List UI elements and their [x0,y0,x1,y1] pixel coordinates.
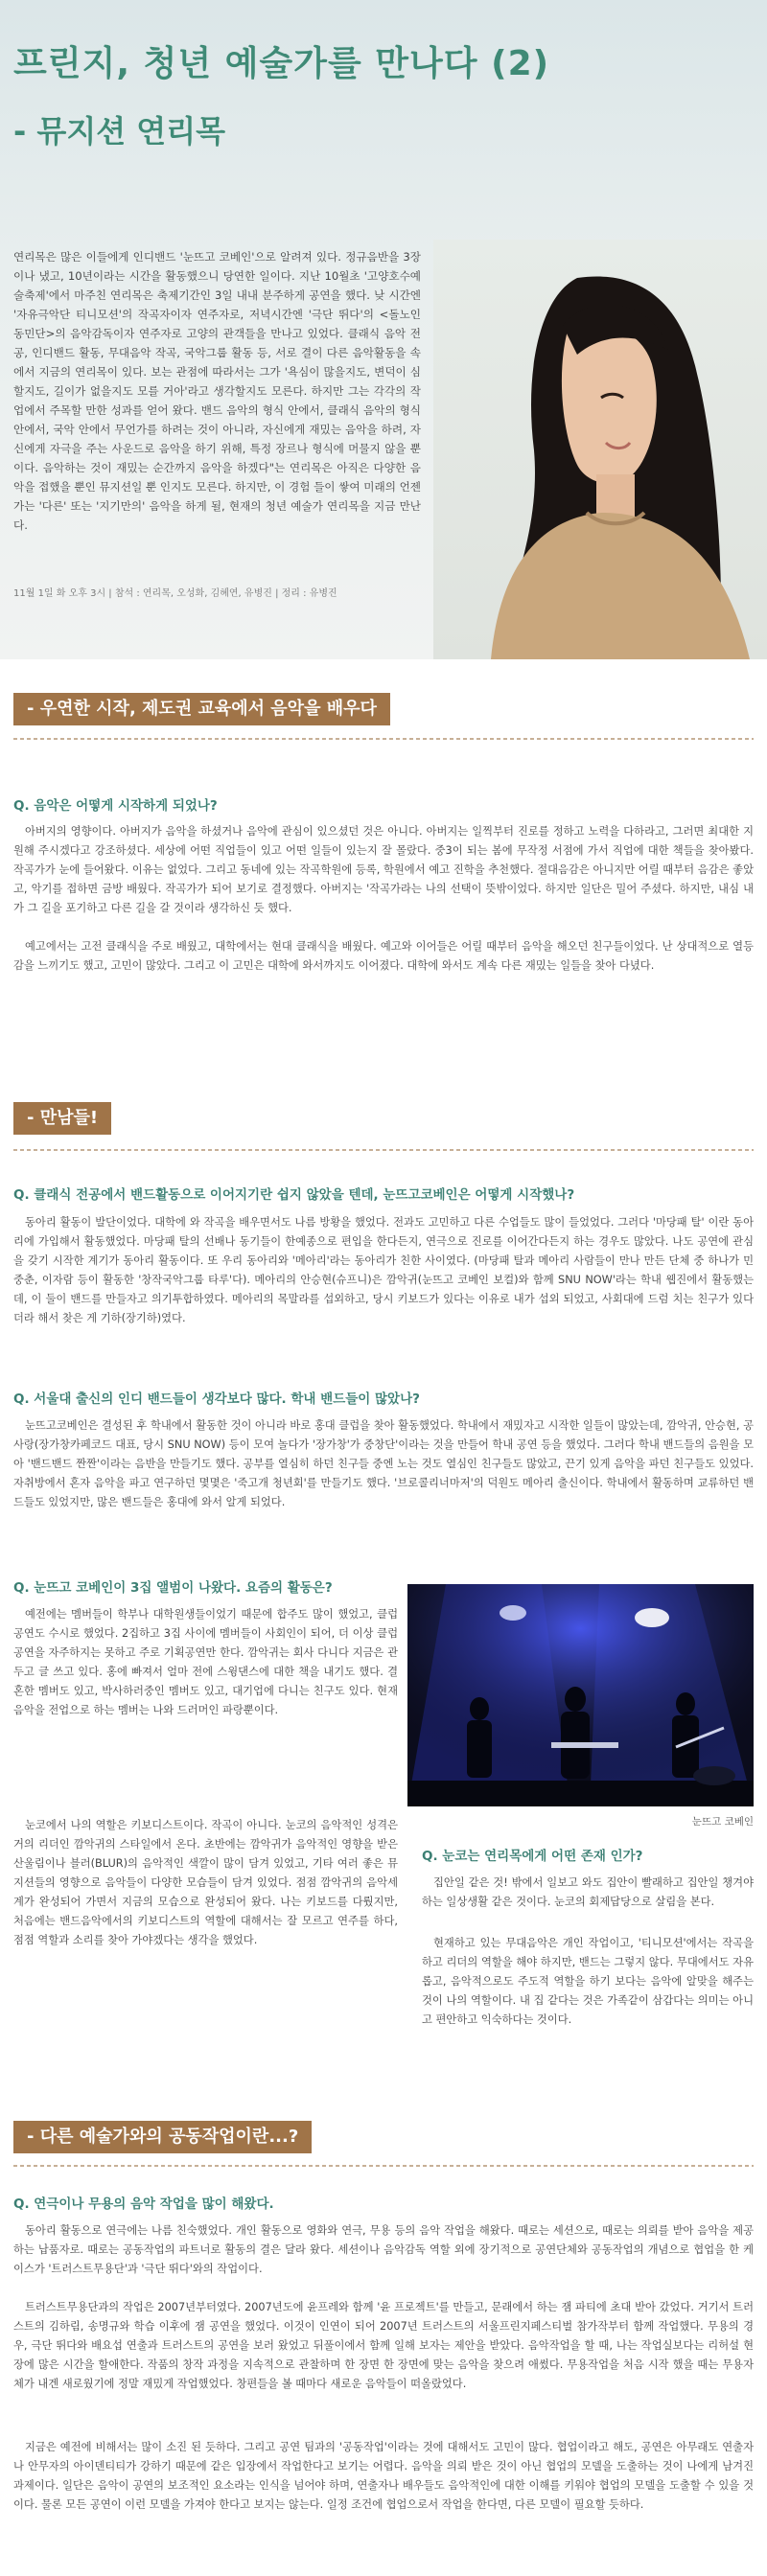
hero [0,0,767,659]
answer-1-continued: 예고에서는 고전 클래식을 주로 배웠고, 대학에서는 현대 클래식을 배웠다. 예고와 이어들은 어릴 때부터 음악을 해오던 친구들이었다. 난 상대적으로 열등감을 느끼기도 했고, 고민이 많았다. 그리고 이 고민은 대학에 와서까지도 이어졌다. 대학에 와서도 계속 다른 재밌는 일들을 찾아 다녔다. [13,940,754,972]
question-6: Q. 연극이나 무용의 음악 작업을 많이 해왔다. [13,2196,274,2212]
answer-5-continued: 현재하고 있는 무대음악은 개인 작업이고, '티니모션'에서는 작곡을 하고 리더의 역할을 해야 하지만, 밴드는 그렇지 않다. 무대에서도 자유롭고, 음악적으로도 주도적 역할을 하기 보다는 음악에 알맞을 해주는 것이 나의 역할이다. 내 집 같다는 것은 가족같이 삼갑다는 의미는 아니고 편안하고 익숙하다는 것이다. [422,1937,754,2026]
answer-6: 동아리 활동으로 연극에는 나름 친숙했었다. 개인 활동으로 영화와 연극, 무용 등의 음악 작업을 해왔다. 때로는 세션으로, 때로는 의뢰를 받아 음악을 제공하는 납품자로. 때로는 공동작업의 파트너로 활동의 결은 달라 왔다. 세션이나 음악감독 역할 외에 장기적으로 공연단체와 공동작업의 개념으로 협업을 한 케이스가 '트러스트무용단'과 '극단 뛰다'와의 작업이다. [13,2224,754,2275]
portrait-photo [433,240,767,659]
intro-text: 연리목은 많은 이들에게 인디밴드 '눈뜨고 코베인'으로 알려져 있다. 정규음반을 3장이나 냈고, 10년이라는 시간을 활동했으니 당연한 일이다. 지난 10월초 '고양호수예술축제'에서 마주친 연리목은 축제기간인 3일 내내 분주하게 공연을 했다. 낮 시간엔 '자유극악단 티니모션'의 작곡자이자 연주자로, 저녁시간엔 '극단 뛰다'의 <돌노인 동민단>의 음악감독이자 연주자로 고양의 관객들을 만나고 있었다. 클래식 음악 전공, 인디밴드 활동, 무대음악 작곡, 국악그룹 활동 등, 서로 결이 다른 음악활동을 속에서 지금의 연리목이 있다. 보는 관점에 따라서는 그가 '욕심이 많을지도, 변덕이 심할지도, 길이가 없을지도 모를 거아'라고 생각할지도 모른다. 하지만 그는 각각의 작업에서 주목할 만한 성과를 얻어 왔다. 밴드 음악의 형식 안에서, 클래식 음악의 형식 안에서, 국악 안에서 무언가를 하려는 것이 아니라, 자신에게 재밌는 음악을 하려, 자신에게 자극을 주는 사운드로 음악을 하기 위해, 특정 장르나 형식에 머물지 않을 뿐이다. 음악하는 것이 재밌는 순간까지 음악을 하겠다"는 연리목은 아직은 다양한 음악을 접했을 뿐인 뮤지션일 뿐 인지도 모른다. 하지만, 이 경험 들이 쌓여 미래의 언젠가는 '다른' 또는 '지기만의' 음악을 하게 될, 현재의 청년 예술가 연리목을 지금 만난다. [13,250,421,532]
answer-1: 아버지의 영향이다. 아버지가 음악을 하셨거나 음악에 관심이 있으셨던 것은 아니다. 아버지는 일찍부터 진로를 정하고 노력을 다하라고, 그러면 최대한 지원해 주시겠다고 강조하셨다. 세상에 어떤 직업들이 있고 어떤 일들이 있는지 잘 몰랐다. 중3이 되는 봄에 무작정 서점에 가서 직업에 대한 책들을 찾아봤다. 작곡가가 눈에 들어왔다. 이유는 없었다. 그리고 동네에 있는 작곡학원에 등록, 학원에서 예고 진학을 추천했다. 절대음감은 아니지만 어릴 때부터 음감은 좋았고, 악기를 접하면 금방 배웠다. 작곡가가 되어 보기로 결정했다. 아버지는 '작곡가라는 나의 선택이 뜻밖이었다. 하지만 일단은 밀어 주셨다. 하지만, 내심 내가 그 길을 포기하고 다른 길을 갈 것이라 생각하신 듯 했다. [13,825,754,914]
answer-6-closing: 지금은 예전에 비해서는 많이 소진 된 듯하다. 그리고 공연 팀과의 '공동작업'이라는 것에 대해서도 고민이 많다. 협업이라고 해도, 공연은 아무래도 연출자나 안무자의 아이덴티티가 강하기 때문에 같은 입장에서 작업한다고 보기는 어렵다. 음악을 의뢰 받은 것이 아닌 협업의 모델을 도출하는 것이 나에게 남겨진 과제이다. 일단은 음악이 공연의 보조적인 요소라는 인식을 넘어야 하며, 연출자나 배우들도 음악적인에 대한 이해를 키워야 협업의 모델을 도출할 수 있을 것이다. 물론 모든 공연이 이런 모델을 가져야 한다고 보지는 않는다. 일정 조건에 협업으로서 작업을 한다면, 다른 모델이 필요할 듯하다. [13,2441,754,2511]
photo-caption: 눈뜨고 코베인 [691,1816,754,1828]
page-subtitle: - 뮤지션 연리목 [13,113,226,150]
question-5: Q. 눈코는 연리목에게 어떤 존재 인가? [422,1849,643,1864]
answer-4: 예전에는 멤버들이 학부나 대학원생들이었기 때문에 합주도 많이 했었고, 클럽공연도 수시로 했었다. 2집하고 3집 사이에 멤버들이 사회인이 되어, 더 이상 클럽공연을 자주하지는 못하고 주로 기획공연만 한다. 깜악귀는 회사 다니다 지금은 관두고 글 쓰고 있다. 홍에 빠져서 얼마 전에 스윙댄스에 대한 책을 내기도 했다. 결혼한 멤버도 있고, 박사하러중인 멤버도 있고, 대기업에 다니는 친구도 있다. 현재 음악을 전업으로 하는 멤버는 나와 드러머인 파랑뿐이다. [13,1608,398,1716]
question-2: Q. 클래식 전공에서 밴드활동으로 이어지기란 쉽지 않았을 텐데, 눈뜨고코베인은 어떻게 시작했나? [13,1187,575,1203]
concert-photo [407,1584,754,1806]
answer-5: 집안일 같은 것! 밖에서 일보고 와도 집안이 빨래하고 집안일 챙겨야 하는 일상생활 같은 것이다. 눈코의 회제답당으로 살림을 본다. [422,1876,754,1908]
section-heading-beginning: - 우연한 시작, 제도권 교육에서 음악을 배우다 [13,693,390,725]
section-divider [13,738,754,740]
question-3: Q. 서울대 출신의 인디 밴드들이 생각보다 많다. 학내 밴드들이 많았나? [13,1392,420,1407]
section-divider [13,2165,754,2167]
answer-6-continued: 트러스트무용단과의 작업은 2007년부터였다. 2007년도에 윤프레와 함께 '윤 프로젝트'를 만들고, 문래에서 하는 잼 파티에 초대 받아 갔었다. 거기서 트러스트의 김하림, 송명규와 학습 이후에 잼 공연을 했었다. 이것이 인연이 되어 2007년 트러스트의 서울프린지페스티벌 참가작부터 함께 작업했다. 무용의 경우, 극단 뛰다와 배요섭 연출과 트러스트의 공연을 보러 왔었고 뒤풀이에서 함께 일해 보자는 제안을 받았다. 음악작업을 할 때, 나는 작업실보다는 리허설 현장에 많은 시간을 할애한다. 작품의 창작 과정을 지속적으로 관찰하며 한 장면 한 장면에 맞는 음악을 찾으려 애썼다. 무용작업을 처음 시작 했을 때는 무용자체가 내겐 새로웠기에 정말 재밌게 작업했었다. 창편들을 볼 때마다 새로운 음악들이 떠올랐었다. [13,2301,754,2390]
section-divider [13,1149,754,1151]
section-heading-encounters: - 만남들! [13,1102,111,1135]
page-title: 프린지, 청년 예술가를 만나다 (2) [13,44,550,83]
question-4: Q. 눈뜨고 코베인이 3집 앨범이 나왔다. 요즘의 활동은? [13,1580,333,1596]
answer-2: 동아리 활동이 발단이었다. 대학에 와 작곡을 배우면서도 나름 방황을 했었다. 전과도 고민하고 다른 수업들도 많이 들었었다. 그러다 '마당패 탈' 이란 동아리에 가입해서 활동했었다. 마당패 탈의 선배나 동기들이 한예종으로 편입을 한다든지, 연극으로 진로를 이어간다든지 하는 경우도 많았다. 나도 공연에 관심을 갖기 시작한 계기가 동아리 활동이다. 또 우리 동아리와 '메아리'라는 동아리가 친한 사이였다. (마당패 탈과 메아리 사람들이 만나 만든 단체 중 하나가 민중춘, 이자람 등이 활동한 '창작국악그룹 타루'다). 메아리의 안승현(슈프니)은 깜악귀(눈뜨고 코베인 보컬)와 함께 SNU NOW'라는 학내 웹진에서 활동했는데, 이 둘이 밴드를 만들자고 의기투합하였다. 메아리의 목말라를 섭외하고, 당시 키보드가 있다는 이유로 내가 섭외 되었고, 사회대에 드럼 치는 친구가 있다더라 해서 찾은 게 기하(장기하)였다. [13,1216,754,1324]
question-1: Q. 음악은 어떻게 시작하게 되었나? [13,798,218,814]
answer-4-continued: 눈코에서 나의 역할은 키보디스트이다. 작곡이 아니다. 눈코의 음악적인 성격은 거의 리더인 깜악귀의 스타일에서 온다. 초반에는 깜악귀가 음악적인 영향을 받은 산울림이나 블러(BLUR)의 음악적인 색깔이 많이 담겨 있었고, 기타 여러 좋은 뮤지션들의 영향으로 음악들이 다양한 모습들이 담겨 있었다. 점점 깜악귀의 음악세계가 완성되어 가면서 지금의 모습으로 완성되어 왔다. 나는 키보드를 다뤘지만, 처음에는 밴드음악에서의 키보디스트의 역할에 대해서는 잘 모르고 연주를 하다, 점점 역할과 소리를 찾아 가야겠다는 생각을 했었다. [13,1819,398,1946]
answer-3: 눈뜨고코베인은 결성된 후 학내에서 활동한 것이 아니라 바로 홍대 클럽을 찾아 활동했었다. 학내에서 재밌자고 시작한 일들이 많았는데, 깜악귀, 안승현, 공사랑(장가창카페코드 대표, 당시 SNU NOW) 등이 모여 놀다가 '장가창'가 중창단'이라는 것을 만들어 학내 공연 등을 했었다. 그러다 학내 밴드들의 음원을 모아 '밴드밴드 짠짠'이라는 음반을 만들기도 했다. 공부를 열심히 하던 친구들 중엔 노는 것도 열심인 친구들도 많았고, 끈기 있게 음악을 파던 친구들도 있었다. 자취방에서 혼자 음악을 파고 연구하던 몇몇은 '죽고개 청년회'를 만들기도 했다. '브로콜리너마저'의 덕원도 메아리 출신이다. 학내에서 활동하며 교류하던 밴드들도 있었지만, 많은 밴드들은 홍대에 와서 알게 되었다. [13,1419,754,1508]
interview-credit: 11월 1일 화 오후 3시 | 참석 : 연리목, 오성화, 김혜연, 유병진 | 정리 : 유병진 [13,588,337,599]
section-heading-collaboration: - 다른 예술가와의 공동작업이란...? [13,2121,312,2153]
